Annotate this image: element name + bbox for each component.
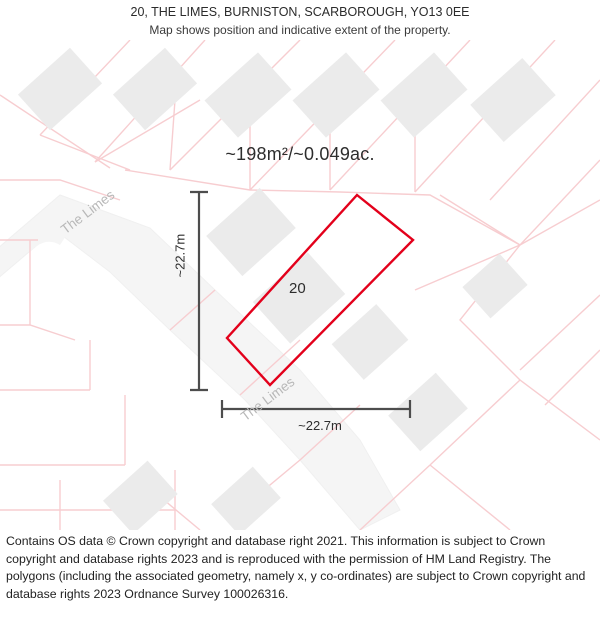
copyright-text: Contains OS data © Crown copyright and database right 2021. This information is subject to Crown copyright and database rights 2023 and is reproduced with the permission of HM Land Registry. The polygons (including the associated geometry, namely x, y co-ordinates) are subject to Crown copyright and database rights 2023 Ordnance Survey 100026316. bbox=[6, 534, 586, 601]
map-footer bbox=[0, 533, 600, 603]
plot-number-label: 20 bbox=[289, 280, 306, 297]
map-header bbox=[0, 0, 600, 40]
street-label-the-limes-2: The Limes bbox=[238, 374, 298, 424]
page-subtitle: Map shows position and indicative extent of the property. bbox=[149, 23, 451, 37]
area-label: ~198m²/~0.049ac. bbox=[225, 144, 375, 164]
map-canvas[interactable] bbox=[0, 40, 600, 530]
street-label-the-limes-1: The Limes bbox=[58, 187, 118, 237]
dimension-label-vertical: ~22.7m bbox=[172, 233, 188, 278]
page-title: 20, THE LIMES, BURNISTON, SCARBOROUGH, YO13 0EE bbox=[130, 5, 470, 19]
dimension-label-horizontal: ~22.7m bbox=[298, 418, 342, 433]
